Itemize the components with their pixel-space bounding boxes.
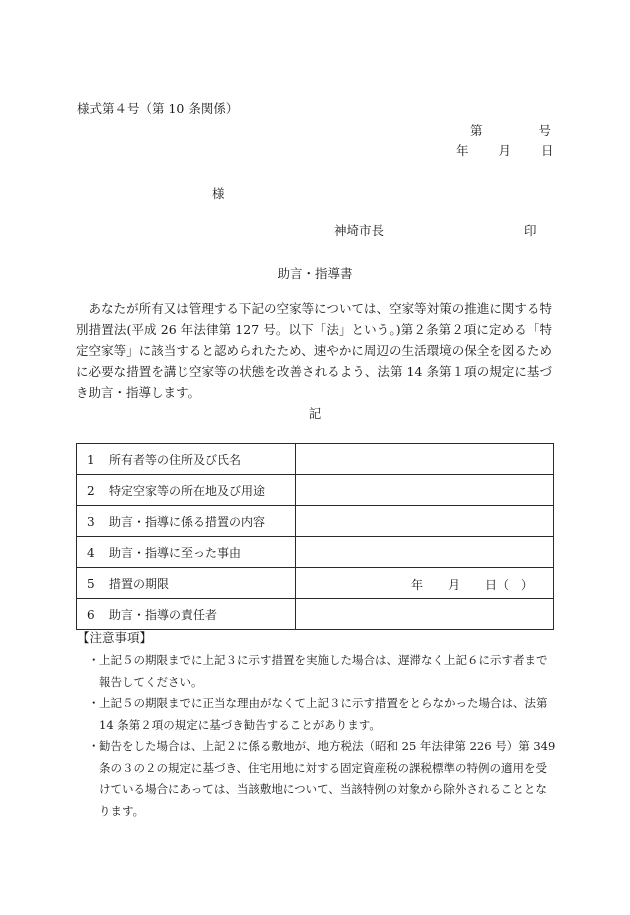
table-row bbox=[77, 506, 554, 537]
details-table bbox=[76, 443, 554, 630]
bullet-icon: ・ bbox=[88, 696, 100, 710]
table-row-label: 5 措置の期限 bbox=[77, 568, 296, 599]
bullet-icon: ・ bbox=[88, 653, 100, 667]
number-prefix: 第 bbox=[470, 123, 483, 138]
issue-date-line bbox=[456, 141, 554, 159]
list-item: ・ 上記５の期限までに上記３に示す措置を実施した場合は、遅滞なく上記６に示す者まで報告してください。 bbox=[88, 650, 558, 693]
form-label: 様式第４号（第 10 条関係） bbox=[77, 101, 239, 116]
deadline-value[interactable] bbox=[295, 568, 553, 599]
issuer-name: 神埼市長 bbox=[334, 223, 385, 238]
table-row-label: 3 助言・指導に係る措置の内容 bbox=[77, 506, 296, 537]
date-day: 日 bbox=[541, 143, 554, 158]
body-text: あなたが所有又は管理する下記の空家等については、空家等対策の推進に関する特別措置法(平成 26 年法律第 127 号。以下「法」という。)第２条第２項に定める「特定空家等」に該当すると認められたため、速やかに周辺の生活環境の保全を図るために必要な措置を講じ空家等の状態を改善されるよう、法第 14 条第１項の規定に基づき助言・指導します。 bbox=[76, 301, 552, 400]
body-paragraph bbox=[76, 298, 552, 403]
addressee-suffix: 様 bbox=[212, 186, 225, 201]
date-month: 月 bbox=[498, 143, 512, 158]
notes-list bbox=[88, 650, 558, 822]
deadline-month: 月 bbox=[447, 578, 460, 592]
list-item: ・ 勧告をした場合は、上記２に係る敷地が、地方税法（昭和 25 年法律第 226 号）第 349 条の３の２の規定に基づき、住宅用地に対する固定資産税の課税標準の特例の適用を受けている場合にあっては、当該敷地について、当該特例の対象から除外されることとなります。 bbox=[88, 736, 558, 822]
table-row bbox=[77, 475, 554, 506]
table-row-value[interactable] bbox=[295, 444, 553, 475]
document-number-line bbox=[470, 121, 551, 139]
deadline-day: 日（ ） bbox=[484, 578, 533, 592]
number-suffix: 号 bbox=[538, 123, 552, 138]
issuer-seal: 印 bbox=[524, 223, 537, 238]
date-year: 年 bbox=[456, 143, 469, 158]
table-row bbox=[77, 599, 554, 630]
table-row-label: 2 特定空家等の所在地及び用途 bbox=[77, 475, 296, 506]
table-row-value[interactable] bbox=[295, 506, 553, 537]
list-item: ・ 上記５の期限までに正当な理由がなくて上記３に示す措置をとらなかった場合は、法第 14 条第２項の規定に基づき勧告することがあります。 bbox=[88, 693, 558, 736]
table-row-label: 4 助言・指導に至った事由 bbox=[77, 537, 296, 568]
table-row-label: 1 所有者等の住所及び氏名 bbox=[77, 444, 296, 475]
bullet-icon: ・ bbox=[88, 739, 100, 753]
ki-heading: 記 bbox=[308, 406, 322, 421]
table-row-value[interactable] bbox=[295, 475, 553, 506]
table-row-value[interactable] bbox=[295, 537, 553, 568]
table-row bbox=[77, 444, 554, 475]
table-row bbox=[77, 568, 554, 599]
deadline-year: 年 bbox=[410, 578, 423, 592]
table-row-label: 6 助言・指導の責任者 bbox=[77, 599, 296, 630]
table-row bbox=[77, 537, 554, 568]
document-title: 助言・指導書 bbox=[277, 266, 353, 281]
table-row-value[interactable] bbox=[295, 599, 553, 630]
notes-heading: 【注意事項】 bbox=[77, 630, 153, 645]
